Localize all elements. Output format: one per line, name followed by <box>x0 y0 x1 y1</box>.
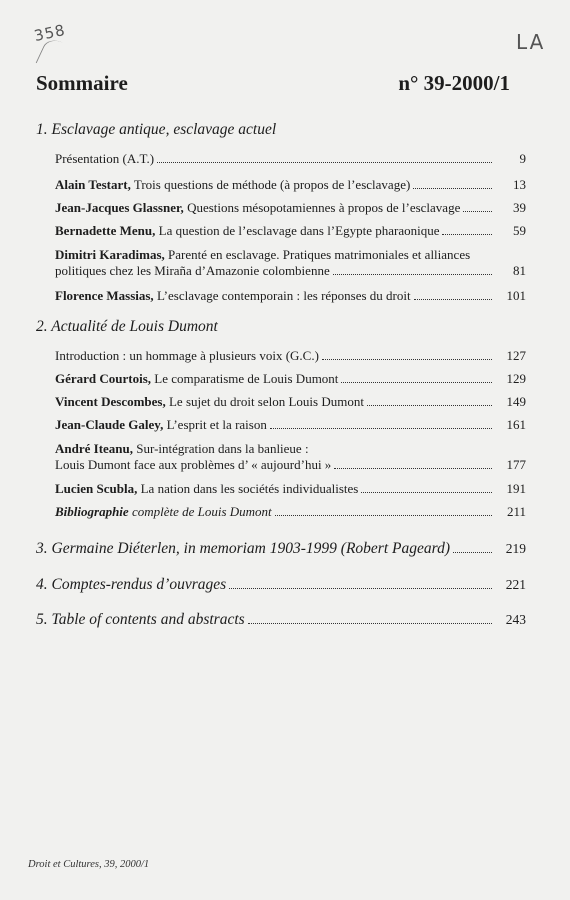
page-number: 221 <box>505 577 526 592</box>
leader-dots <box>361 492 492 493</box>
leader-dots <box>463 211 492 212</box>
toc-entry <box>55 151 526 167</box>
section-heading <box>36 611 526 629</box>
handwritten-note: 358 <box>32 20 68 46</box>
page-number: 149 <box>506 394 526 409</box>
leader-dots <box>367 405 492 406</box>
leader-dots <box>414 299 492 300</box>
page-number: 127 <box>506 348 526 363</box>
page-number: 101 <box>506 288 526 303</box>
page-number: 177 <box>506 457 526 472</box>
toc-entry <box>55 200 526 216</box>
leader-dots <box>157 162 492 163</box>
toc-entry <box>55 417 526 433</box>
entry-title: Le sujet du droit selon Louis Dumont <box>168 394 364 409</box>
entry-title: complète de Louis Dumont <box>131 504 272 519</box>
entry-author: Gérard Courtois, <box>55 371 152 386</box>
leader-dots <box>334 468 492 469</box>
entry-author: Bernadette Menu, <box>55 223 156 238</box>
leader-dots <box>229 588 492 589</box>
page-number: 219 <box>505 541 526 556</box>
entry-title: Parenté en esclavage. Pratiques matrimoniales et alliances <box>168 247 471 262</box>
section-heading: 1. Esclavage antique, esclavage actuel <box>36 121 277 138</box>
entry-author: Jean-Jacques Glassner, <box>55 200 184 215</box>
page-number: 13 <box>513 177 526 192</box>
section-heading <box>36 576 526 594</box>
leader-dots <box>341 382 492 383</box>
entry-title: L’esprit et la raison <box>166 417 267 432</box>
toc-entry <box>55 288 526 304</box>
leader-dots <box>275 515 492 516</box>
toc-entry <box>55 394 526 410</box>
page-number: 243 <box>505 612 526 627</box>
entry-author: Alain Testart, <box>55 177 131 192</box>
entry-author: Florence Massias, <box>55 288 154 303</box>
entry-title-continued: politiques chez les Miraña d’Amazonie colombienne <box>55 263 330 278</box>
toc-entry <box>55 348 526 364</box>
page-number: 59 <box>513 223 526 238</box>
section-title: 3. Germaine Diéterlen, in memoriam 1903-1999 (Robert Pageard) <box>36 540 450 557</box>
leader-dots <box>248 623 492 624</box>
entry-author: André Iteanu, <box>55 441 134 456</box>
entry-title: La question de l’esclavage dans l’Egypte pharaonique <box>158 223 440 238</box>
toc-entry <box>55 481 526 497</box>
page-number: 191 <box>506 481 526 496</box>
entry-title-continued: Louis Dumont face aux problèmes d’ « aujourd’hui » <box>55 457 332 472</box>
entry-title: Présentation (A.T.) <box>55 151 155 166</box>
entry-title: Questions mésopotamiennes à propos de l’esclavage <box>187 200 461 215</box>
section-title: 5. Table of contents and abstracts <box>36 611 245 628</box>
entry-title: L’esclavage contemporain : les réponses du droit <box>156 288 411 303</box>
entry-title: Sur-intégration dans la banlieue : <box>136 441 309 456</box>
entry-title: Le comparatisme de Louis Dumont <box>154 371 339 386</box>
entry-author: Bibliographie <box>55 504 129 519</box>
page-number: 39 <box>513 200 526 215</box>
leader-dots <box>442 234 492 235</box>
section-heading <box>36 540 526 558</box>
entry-author: Lucien Scubla, <box>55 481 138 496</box>
page-title: Sommaire <box>36 71 128 95</box>
entry-author: Jean-Claude Galey, <box>55 417 164 432</box>
leader-dots <box>333 274 492 275</box>
leader-dots <box>270 428 492 429</box>
page-number: 9 <box>519 151 526 166</box>
page-number: 161 <box>506 417 526 432</box>
page-number: 211 <box>506 504 526 519</box>
page-number: 129 <box>506 371 526 386</box>
toc-entry <box>55 504 526 520</box>
section-title: 4. Comptes-rendus d’ouvrages <box>36 576 227 593</box>
entry-title: Introduction : un hommage à plusieurs voix (G.C.) <box>55 348 319 363</box>
toc-entry <box>55 223 526 239</box>
entry-author: Dimitri Karadimas, <box>55 247 165 262</box>
toc-entry <box>55 247 526 279</box>
entry-title: La nation dans les sociétés individualistes <box>140 481 359 496</box>
entry-title: Trois questions de méthode (à propos de l’esclavage) <box>133 177 411 192</box>
issue-number: n° 39-2000/1 <box>398 71 510 95</box>
page-footer: Droit et Cultures, 39, 2000/1 <box>28 859 150 870</box>
entry-author: Vincent Descombes, <box>55 394 166 409</box>
leader-dots <box>453 552 492 553</box>
page-number: 81 <box>513 263 526 278</box>
section-heading: 2. Actualité de Louis Dumont <box>36 318 218 335</box>
leader-dots <box>413 188 492 189</box>
toc-entry <box>55 441 526 473</box>
leader-dots <box>322 359 492 360</box>
toc-entry <box>55 371 526 387</box>
toc-entry <box>55 177 526 193</box>
handwritten-initials: LA <box>516 30 546 54</box>
